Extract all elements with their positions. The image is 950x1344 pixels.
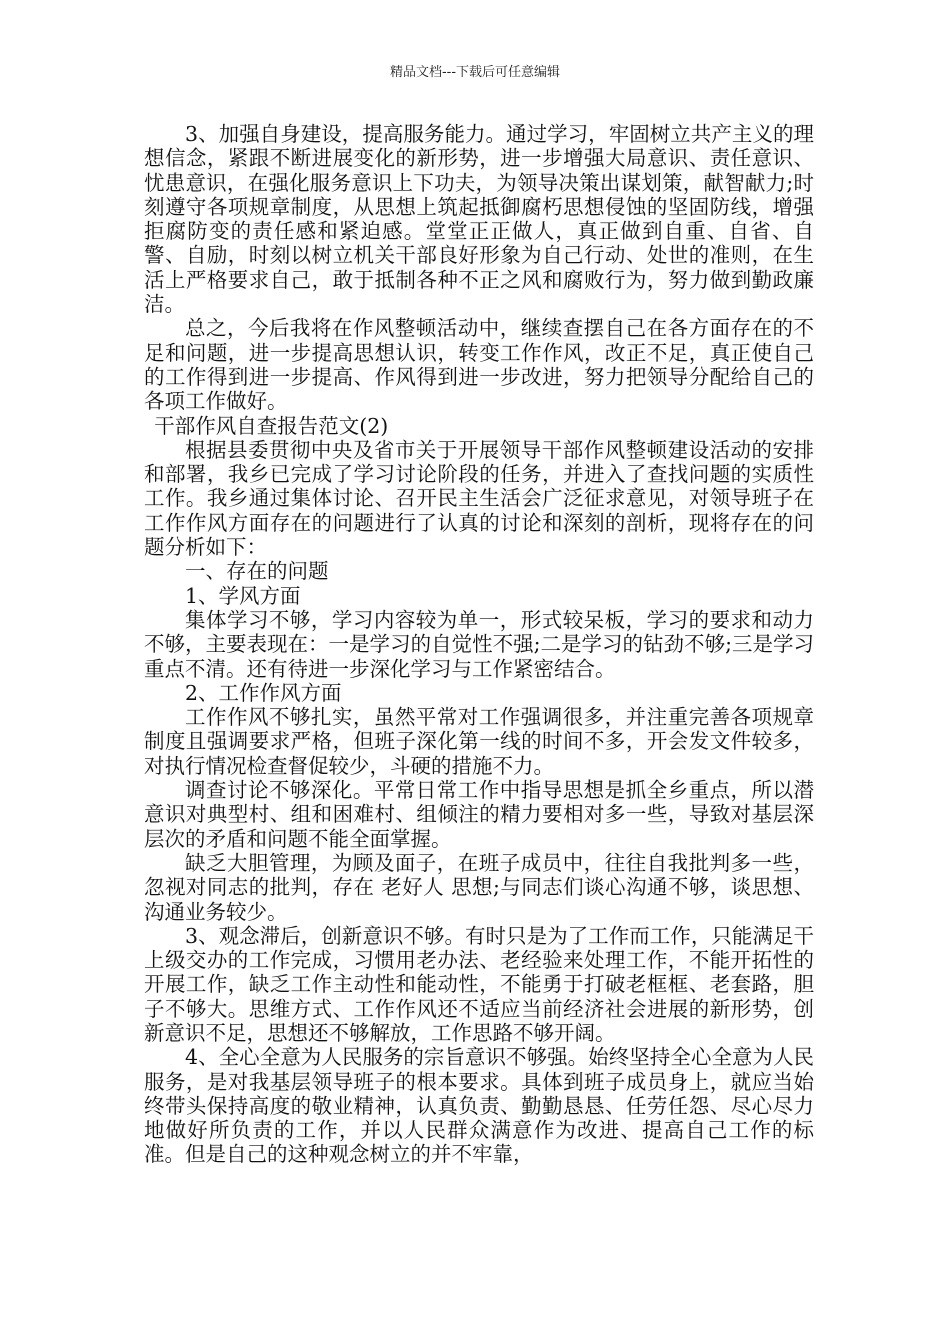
paragraph-intro: 根据县委贯彻中央及省市关于开展领导干部作风整顿建设活动的安排和部署，我乡已完成了学习讨论阶段的任务，并进入了查找问题的实质性工作。我乡通过集体讨论、召开民主生活会广泛征求意见，对领导班子在工作作风方面存在的问题进行了认真的讨论和深刻的剖析，现将存在的问题分析如下： — [144, 437, 814, 560]
heading-work-style: 2、工作作风方面 — [185, 680, 342, 705]
paragraph-service: 4、全心全意为人民服务的宗旨意识不够强。始终坚持全心全意为人民服务，是对我基层领导班子的根本要求。具体到班子成员身上，就应当始终带头保持高度的敬业精神，认真负责、勤勤恳恳、任劳任怨、尽心尽力地做好所负责的工作，并以人民群众满意作为改进、提高自己工作的标准。但是自己的这种观念树立的并不牢靠， — [144, 1045, 814, 1167]
paragraph-management: 缺乏大胆管理，为顾及面子，在班子成员中，往往自我批判多一些，忽视对同志的批判，存在 老好人 思想;与同志们谈心沟通不够，谈思想、沟通业务较少。 — [144, 850, 814, 924]
paragraph-study-style: 集体学习不够，学习内容较为单一，形式较呆板，学习的要求和动力不够，主要表现在：一是学习的自觉性不强;二是学习的钻劲不够;三是学习重点不清。还有待进一步深化学习与工作紧密结合。 — [144, 607, 814, 681]
heading-problems: 一、存在的问题 — [185, 559, 329, 584]
heading-study-style: 1、学风方面 — [185, 583, 301, 608]
paragraph-summary: 总之，今后我将在作风整顿活动中，继续查摆自己在各方面存在的不足和问题，进一步提高思想认识，转变工作作风，改正不足，真正使自己的工作得到进一步提高、作风得到进一步改进，努力把领导分配给自己的各项工作做好。 — [144, 316, 814, 414]
page-header: 精品文档---下载后可任意编辑 — [389, 65, 561, 80]
paragraph-innovation: 3、观念滞后，创新意识不够。有时只是为了工作而工作，只能满足干上级交办的工作完成，习惯用老办法、老经验来处理工作，不能开拓性的开展工作，缺乏工作主动性和能动性，不能勇于打破老框框、老套路，胆子不够大。思维方式、工作作风还不适应当前经济社会进展的新形势，创新意识不足，思想还不够解放，工作思路不够开阔。 — [144, 923, 814, 1045]
paragraph-self-building: 3、加强自身建设，提高服务能力。通过学习，牢固树立共产主义的理想信念，紧跟不断进展变化的新形势，进一步增强大局意识、责任意识、忧患意识，在强化服务意识上下功夫，为领导决策出谋划策，献智献力;时刻遵守各项规章制度，从思想上筑起抵御腐朽思想侵蚀的坚固防线，增强拒腐防变的责任感和紧迫感。堂堂正正做人，真正做到自重、自省、自警、自励，时刻以树立机关干部良好形象为自己行动、处世的准则，在生活上严格要求自己，敢于抵制各种不正之风和腐败行为，努力做到勤政廉洁。 — [144, 122, 814, 317]
document-body — [144, 122, 814, 1167]
paragraph-work-style: 工作作风不够扎实，虽然平常对工作强调很多，并注重完善各项规章制度且强调要求严格，但班子深化第一线的时间不多，开会发文件较多，对执行情况检查督促较少，斗硬的措施不力。 — [144, 705, 814, 778]
section-title: 干部作风自查报告范文(2) — [154, 413, 389, 438]
paragraph-research: 调查讨论不够深化。平常日常工作中指导思想是抓全乡重点，所以潜意识对典型村、组和困难村、组倾注的精力要相对多一些，导致对基层深层次的矛盾和问题不能全面掌握。 — [144, 778, 814, 851]
